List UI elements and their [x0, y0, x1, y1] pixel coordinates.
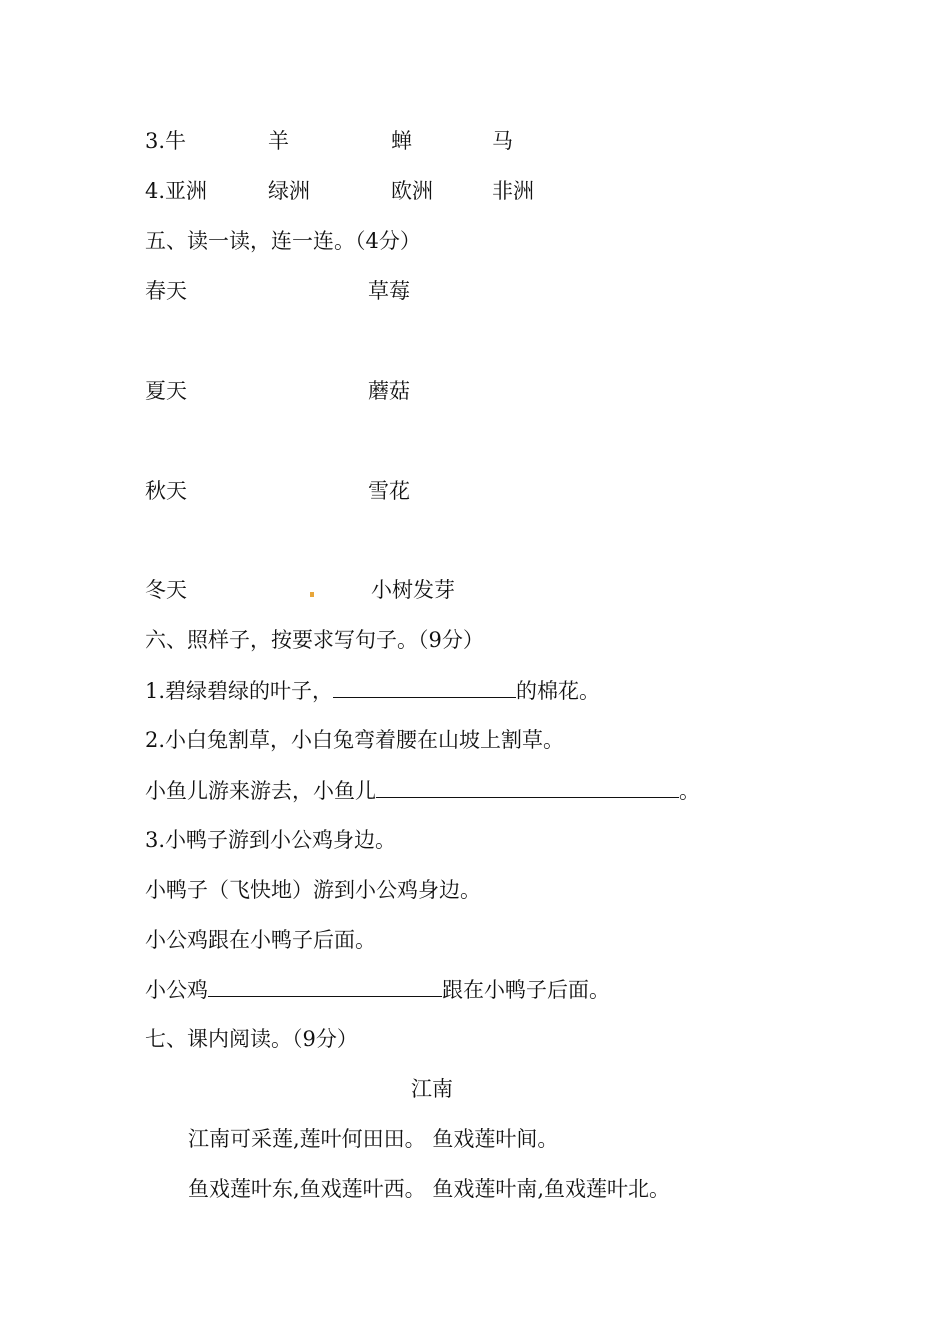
match-item: 蘑菇: [368, 379, 410, 403]
word-item: 4.亚洲: [145, 179, 208, 203]
sentence-text: 小公鸡: [145, 978, 208, 1002]
word-group-row-4: [0, 176, 950, 206]
match-item: 草莓: [368, 279, 410, 303]
poem-title: 江南: [411, 1077, 453, 1101]
match-item: 雪花: [368, 479, 410, 503]
section-5-title: 五、读一读，连一连。（4分）: [145, 229, 421, 253]
sentence-text: 的棉花。: [516, 679, 601, 703]
word-item: 3.牛: [145, 129, 187, 153]
stray-mark: [310, 592, 314, 597]
section-7-title: 七、课内阅读。（9分）: [145, 1027, 358, 1051]
sentence-text: 。: [679, 779, 700, 803]
sentence-q3-line: 3.小鸭子游到小公鸡身边。: [145, 828, 397, 852]
sentence-q3: [145, 974, 610, 1005]
word-item: 绿洲: [268, 179, 310, 203]
word-group-row-3: [0, 126, 950, 156]
word-item: 羊: [268, 129, 289, 153]
sentence-text: 小鱼儿游来游去，小鱼儿: [145, 779, 376, 803]
poem-line: 江南可采莲,莲叶何田田。 鱼戏莲叶间。: [188, 1127, 559, 1151]
word-item: 蝉: [391, 129, 412, 153]
sentence-q3-line: 小公鸡跟在小鸭子后面。: [145, 928, 376, 952]
season-item: 秋天: [145, 479, 187, 503]
answer-blank[interactable]: [333, 675, 516, 698]
answer-blank[interactable]: [208, 974, 442, 997]
section-6-title: 六、照样子，按要求写句子。（9分）: [145, 628, 484, 652]
match-item: 小树发芽: [371, 578, 455, 602]
season-item: 夏天: [145, 379, 187, 403]
sentence-q1: [145, 675, 600, 706]
sentence-q2-example: 2.小白兔割草，小白兔弯着腰在山坡上割草。: [145, 728, 565, 752]
sentence-text: 1.碧绿碧绿的叶子，: [145, 679, 334, 703]
season-item: 冬天: [145, 578, 187, 602]
poem-line: 鱼戏莲叶东,鱼戏莲叶西。 鱼戏莲叶南,鱼戏莲叶北。: [188, 1177, 671, 1201]
sentence-q3-line: 小鸭子（飞快地）游到小公鸡身边。: [145, 878, 481, 902]
sentence-q2: [145, 775, 700, 806]
word-item: 非洲: [492, 179, 534, 203]
sentence-text: 跟在小鸭子后面。: [442, 978, 610, 1002]
answer-blank[interactable]: [376, 775, 679, 798]
season-item: 春天: [145, 279, 187, 303]
word-item: 马: [492, 129, 513, 153]
word-item: 欧洲: [391, 179, 433, 203]
